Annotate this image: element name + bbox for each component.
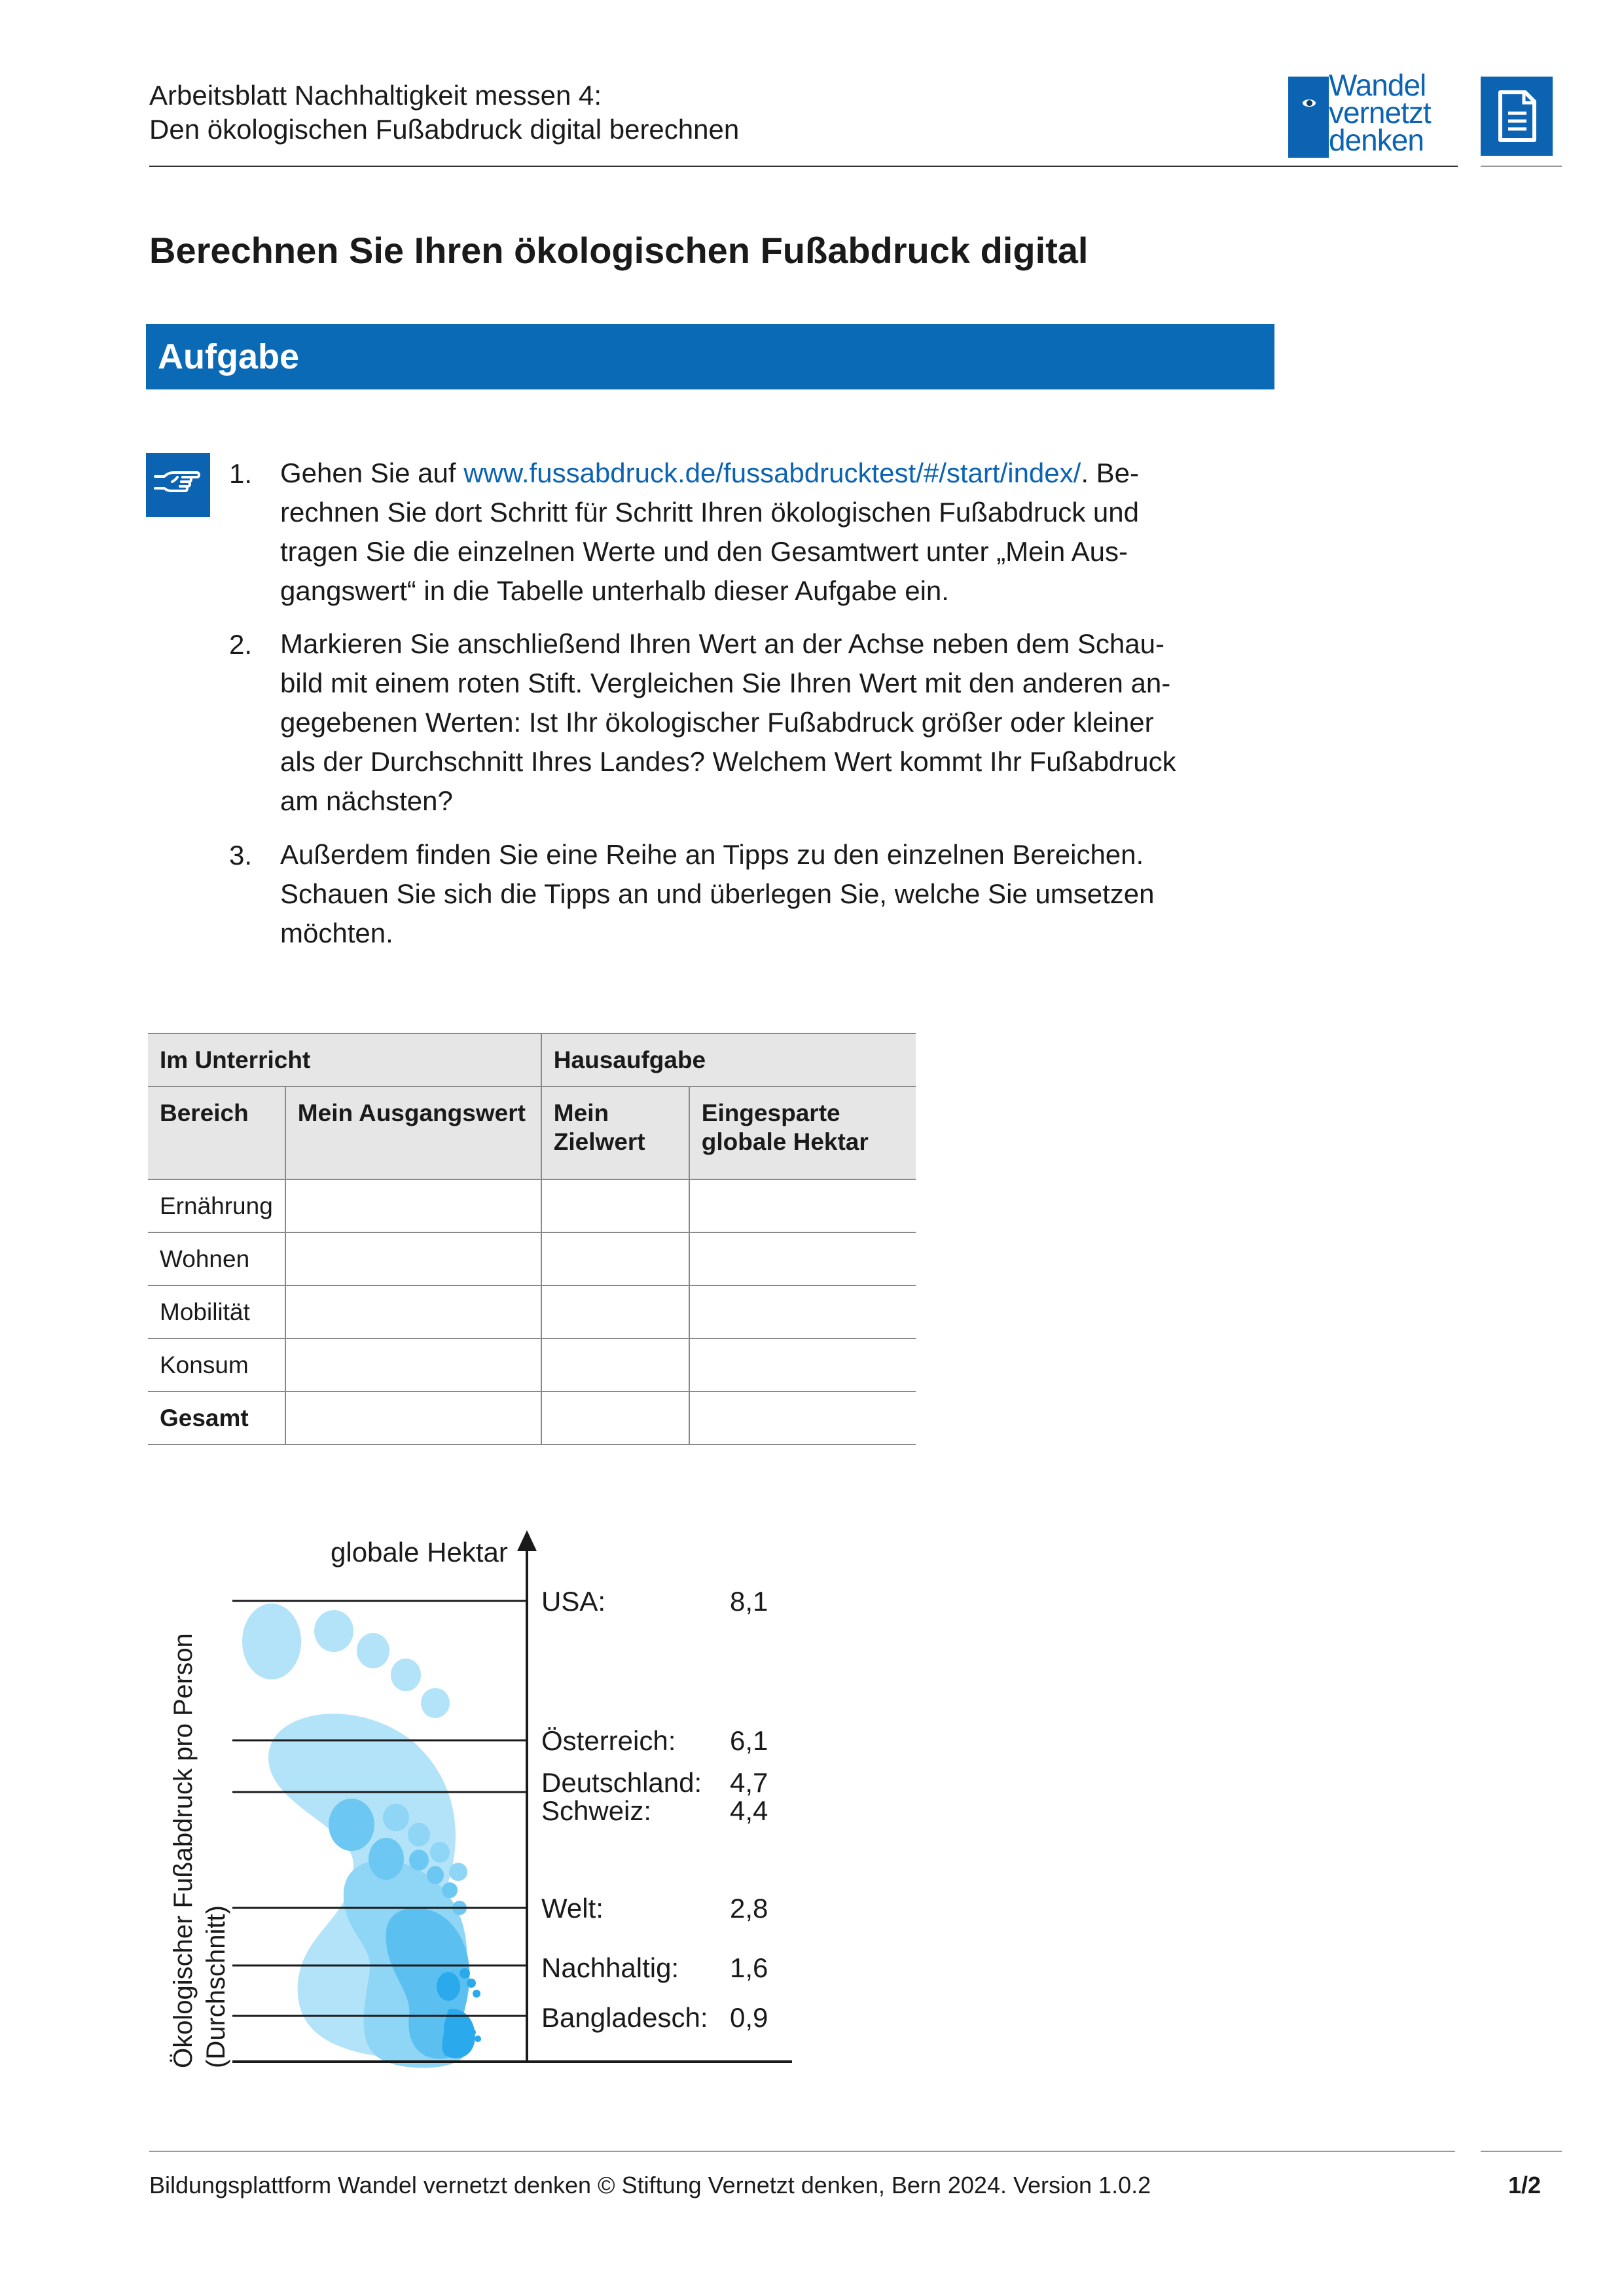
task-1-line-1-start: Gehen Sie auf <box>280 457 464 488</box>
target-value-cell[interactable] <box>541 1391 689 1444</box>
area-label-total: Gesamt <box>148 1391 285 1444</box>
task-2-line-5: am nächsten? <box>280 785 453 816</box>
level-value-world: 2,8 <box>730 1893 768 1924</box>
level-label-austria: Österreich: <box>541 1725 676 1756</box>
task-1-line-3: tragen Sie die einzelnen Werte und den Gesamtwert unter „Mein Aus- <box>280 536 1128 567</box>
saved-hectares-cell[interactable] <box>689 1179 916 1232</box>
chart-y-axis-label-line-2: (Durchschnitt) <box>202 1905 230 2068</box>
group-header-homework: Hausaufgabe <box>541 1033 916 1086</box>
chart-axis-title: globale Hektar <box>331 1537 508 1568</box>
pointing-hand-icon <box>146 453 210 517</box>
task-1-line-4: gangswert“ in die Tabelle unterhalb dieser Aufgabe ein. <box>280 575 949 606</box>
logo-word-1: Wandel <box>1329 68 1426 102</box>
target-value-cell[interactable] <box>541 1179 689 1232</box>
group-header-in-class: Im Unterricht <box>148 1033 541 1086</box>
starting-value-cell[interactable] <box>285 1232 541 1285</box>
saved-hectares-cell[interactable] <box>689 1338 916 1391</box>
table-row <box>148 1338 916 1391</box>
task-2-line-2: bild mit einem roten Stift. Vergleichen Sie Ihren Wert mit den anderen an- <box>280 668 1171 698</box>
table-row <box>148 1232 916 1285</box>
task-3-number: 3. <box>229 840 253 870</box>
level-label-world: Welt: <box>541 1893 604 1924</box>
footprint-test-link[interactable]: www.fussabdruck.de/fussabdrucktest/#/start/index/ <box>463 457 1081 488</box>
column-header-target-value <box>541 1086 689 1179</box>
column-header-target-value-line-2: Zielwert <box>553 1128 645 1155</box>
task-1-line-2: rechnen Sie dort Schritt für Schritt Ihren ökologischen Fußabdruck und <box>280 497 1140 528</box>
task-1-number: 1. <box>229 458 253 489</box>
column-header-saved-hectares-line-2: globale Hektar <box>701 1128 869 1155</box>
saved-hectares-cell[interactable] <box>689 1232 916 1285</box>
level-value-switzerland: 4,4 <box>730 1795 768 1826</box>
starting-value-cell[interactable] <box>285 1338 541 1391</box>
task-heading-bar <box>146 324 1274 389</box>
level-label-sustainable: Nachhaltig: <box>541 1952 679 1983</box>
header-divider-right <box>1481 166 1562 167</box>
column-header-target-value-line-1: Mein <box>553 1100 609 1126</box>
area-label: Ernährung <box>148 1179 285 1232</box>
footer-divider-right <box>1481 2151 1562 2152</box>
level-value-usa: 8,1 <box>730 1586 768 1617</box>
target-value-cell[interactable] <box>541 1285 689 1338</box>
footprint-chart <box>157 1525 805 2081</box>
table-group-header-row <box>148 1033 916 1086</box>
saved-hectares-cell[interactable] <box>689 1285 916 1338</box>
area-label: Konsum <box>148 1338 285 1391</box>
task-1-line-1-end: . Be- <box>1081 457 1140 488</box>
footer-copyright: Bildungsplattform Wandel vernetzt denken © Stiftung Vernetzt denken, Bern 2024. Version 1.0.2 <box>149 2172 1151 2198</box>
logo-word-2: vernetzt <box>1329 96 1431 130</box>
target-value-cell[interactable] <box>541 1338 689 1391</box>
level-value-sustainable: 1,6 <box>730 1952 768 1983</box>
chart-y-axis-label-line-1: Ökologischer Fußabdruck pro Person <box>169 1633 198 2068</box>
table-row <box>148 1179 916 1232</box>
worksheet-title-line-2: Den ökologischen Fußabdruck digital berechnen <box>149 114 740 145</box>
page-title: Berechnen Sie Ihren ökologischen Fußabdruck digital <box>149 230 1089 271</box>
header-divider <box>149 166 1458 167</box>
starting-value-cell[interactable] <box>285 1285 541 1338</box>
footer-divider <box>149 2151 1455 2152</box>
page-number: 1/2 <box>1508 2172 1542 2198</box>
task-3-line-2: Schauen Sie sich die Tipps an und überlegen Sie, welche Sie umsetzen <box>280 878 1155 909</box>
task-3-line-1: Außerdem finden Sie eine Reihe an Tipps zu den einzelnen Bereichen. <box>280 839 1144 870</box>
table-column-header-row <box>148 1086 916 1179</box>
worksheet-title-line-1: Arbeitsblatt Nachhaltigkeit messen 4: <box>149 80 602 111</box>
column-header-saved-hectares <box>689 1086 916 1179</box>
task-1-text <box>280 454 1275 611</box>
saved-hectares-cell[interactable] <box>689 1391 916 1444</box>
axis-arrow-icon <box>517 1530 537 1551</box>
table-row-total <box>148 1391 916 1444</box>
task-heading: Aufgabe <box>158 337 299 376</box>
target-value-cell[interactable] <box>541 1232 689 1285</box>
level-label-usa: USA: <box>541 1586 606 1617</box>
level-value-germany: 4,7 <box>730 1767 768 1798</box>
starting-value-cell[interactable] <box>285 1179 541 1232</box>
task-2-text <box>280 624 1275 821</box>
column-header-saved-hectares-line-1: Eingesparte <box>701 1100 840 1126</box>
task-2-number: 2. <box>229 629 253 660</box>
column-header-area: Bereich <box>148 1086 285 1179</box>
level-label-switzerland: Schweiz: <box>541 1795 652 1826</box>
starting-value-cell[interactable] <box>285 1391 541 1444</box>
logo-word-3: denken <box>1329 123 1424 157</box>
level-label-germany: Deutschland: <box>541 1767 702 1798</box>
task-2-line-4: als der Durchschnitt Ihres Landes? Welchem Wert kommt Ihr Fußabdruck <box>280 746 1176 777</box>
logo-figure-icon <box>1288 77 1329 158</box>
footprint-table <box>148 1033 916 1445</box>
column-header-starting-value: Mein Ausgangswert <box>285 1086 541 1179</box>
level-value-bangladesh: 0,9 <box>730 2002 768 2033</box>
level-label-bangladesh: Bangladesch: <box>541 2002 708 2033</box>
task-3-text <box>280 835 1275 953</box>
level-value-austria: 6,1 <box>730 1725 768 1756</box>
task-2-line-1: Markieren Sie anschließend Ihren Wert an der Achse neben dem Schau- <box>280 628 1164 659</box>
area-label: Mobilität <box>148 1285 285 1338</box>
document-icon <box>1481 77 1553 156</box>
table-row <box>148 1285 916 1338</box>
area-label: Wohnen <box>148 1232 285 1285</box>
task-2-line-3: gegebenen Werten: Ist Ihr ökologischer Fußabdruck größer oder kleiner <box>280 707 1154 738</box>
task-3-line-3: möchten. <box>280 918 393 948</box>
task-1-line-1 <box>280 454 1275 493</box>
logo-eye-pupil <box>1307 100 1312 106</box>
